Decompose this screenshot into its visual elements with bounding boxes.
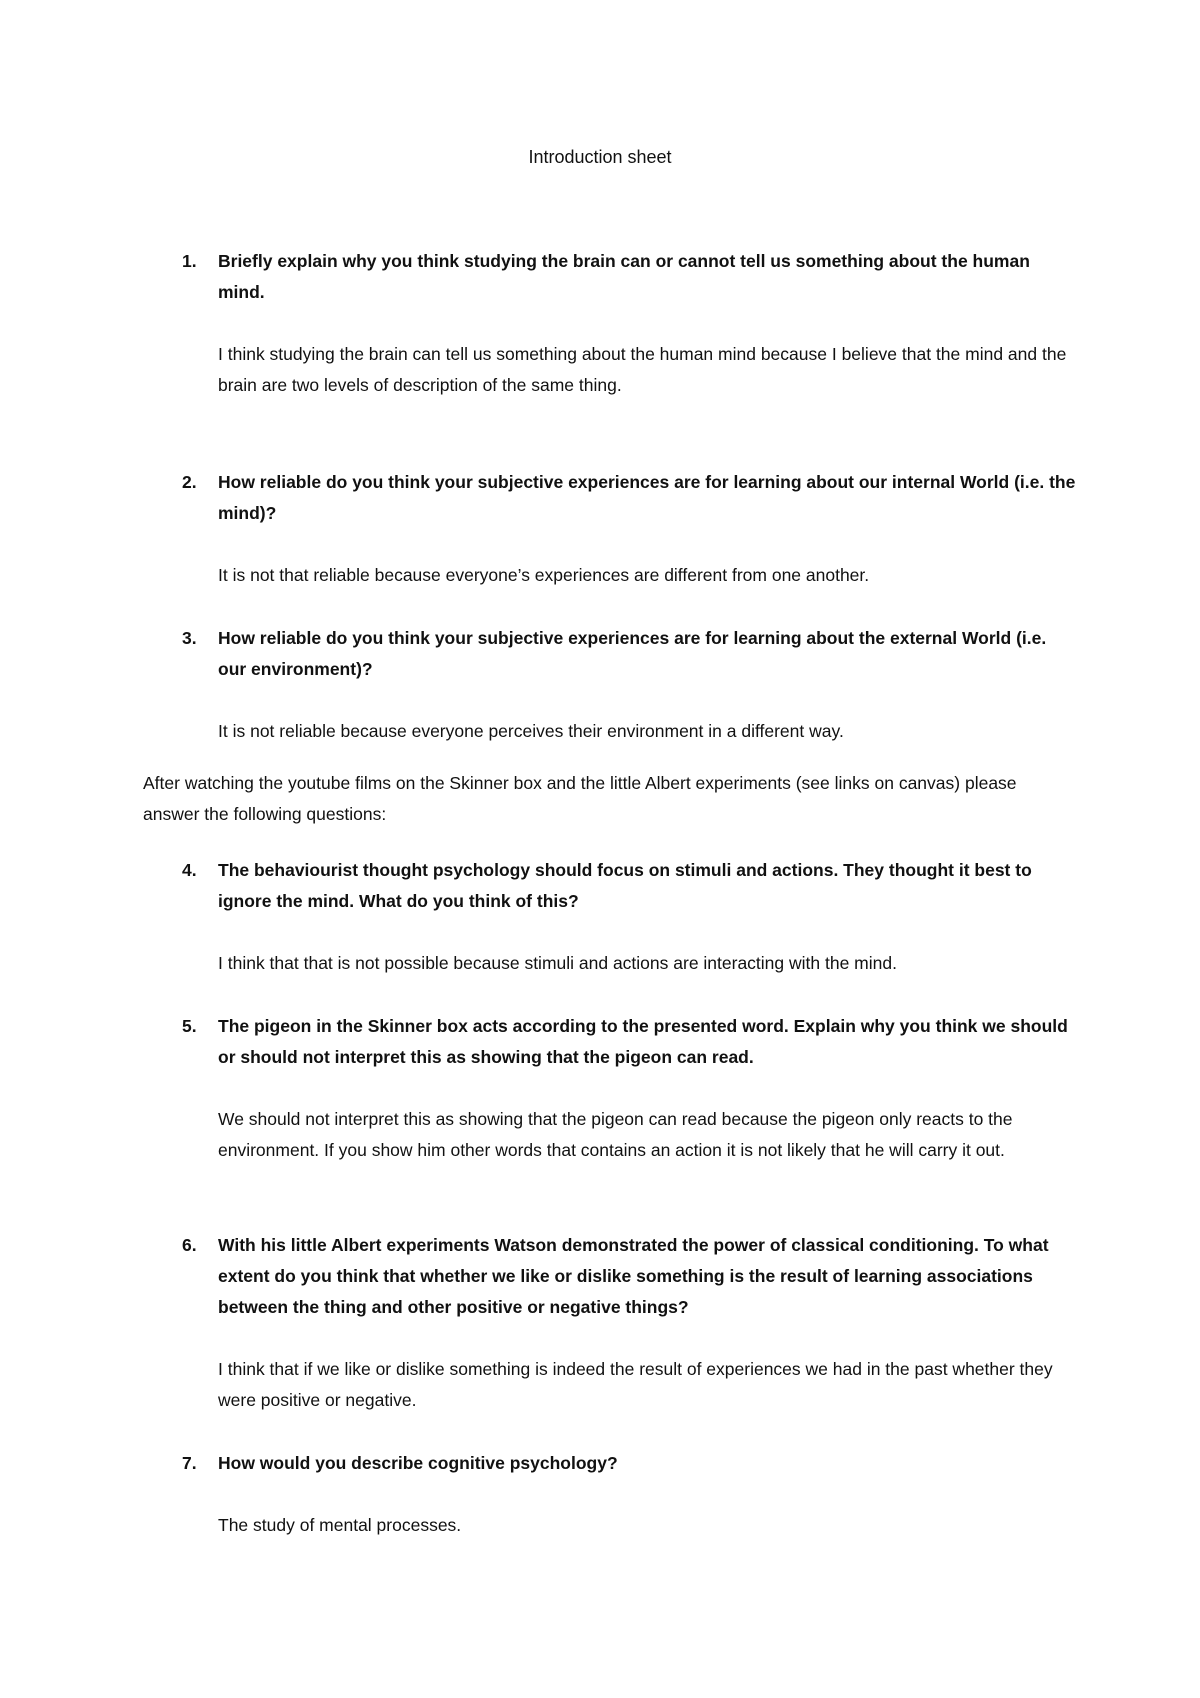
question-5-number: 5.: [182, 1016, 197, 1036]
question-5-text: The pigeon in the Skinner box acts according to the presented word. Explain why you think we should or should not interpret this as showing that the pigeon can read.: [218, 1016, 1068, 1067]
answer-1-text: I think studying the brain can tell us something about the human mind because I believe that the mind and the brain are two levels of description of the same thing.: [218, 344, 1067, 395]
page-title: Introduction sheet: [528, 147, 672, 167]
question-4-number: 4.: [182, 860, 197, 880]
question-6-text: With his little Albert experiments Watson demonstrated the power of classical conditioning. To what extent do you think that whether we like or dislike something is the result of learning associations between the thing and other positive or negative things?: [218, 1235, 1049, 1317]
answer-7-text: The study of mental processes.: [218, 1515, 462, 1535]
question-1-number: 1.: [182, 251, 197, 271]
question-4-text: The behaviourist thought psychology should focus on stimuli and actions. They thought it best to ignore the mind. What do you think of this?: [218, 860, 1032, 911]
instructions-paragraph: After watching the youtube films on the Skinner box and the little Albert experiments (see links on canvas) please answer the following questions:: [143, 773, 1017, 824]
answer-6-text: I think that if we like or dislike something is indeed the result of experiences we had in the past whether they were positive or negative.: [218, 1359, 1053, 1410]
answer-3-text: It is not reliable because everyone perceives their environment in a different way.: [218, 721, 844, 741]
answer-4-text: I think that that is not possible because stimuli and actions are interacting with the mind.: [218, 953, 897, 973]
answer-5-text: We should not interpret this as showing that the pigeon can read because the pigeon only reacts to the environment. If you show him other words that contains an action it is not likely that he will carry it out.: [218, 1109, 1013, 1160]
question-7-text: How would you describe cognitive psychology?: [218, 1453, 618, 1473]
question-3-number: 3.: [182, 628, 197, 648]
question-7-number: 7.: [182, 1453, 197, 1473]
question-1-text: Briefly explain why you think studying the brain can or cannot tell us something about the human mind.: [218, 251, 1030, 302]
question-2-text: How reliable do you think your subjective experiences are for learning about our internal World (i.e. the mind)?: [218, 472, 1076, 523]
question-3-text: How reliable do you think your subjective experiences are for learning about the external World (i.e. our environment)?: [218, 628, 1047, 679]
answer-2-text: It is not that reliable because everyone’s experiences are different from one another.: [218, 565, 870, 585]
question-6-number: 6.: [182, 1235, 197, 1255]
question-2-number: 2.: [182, 472, 197, 492]
